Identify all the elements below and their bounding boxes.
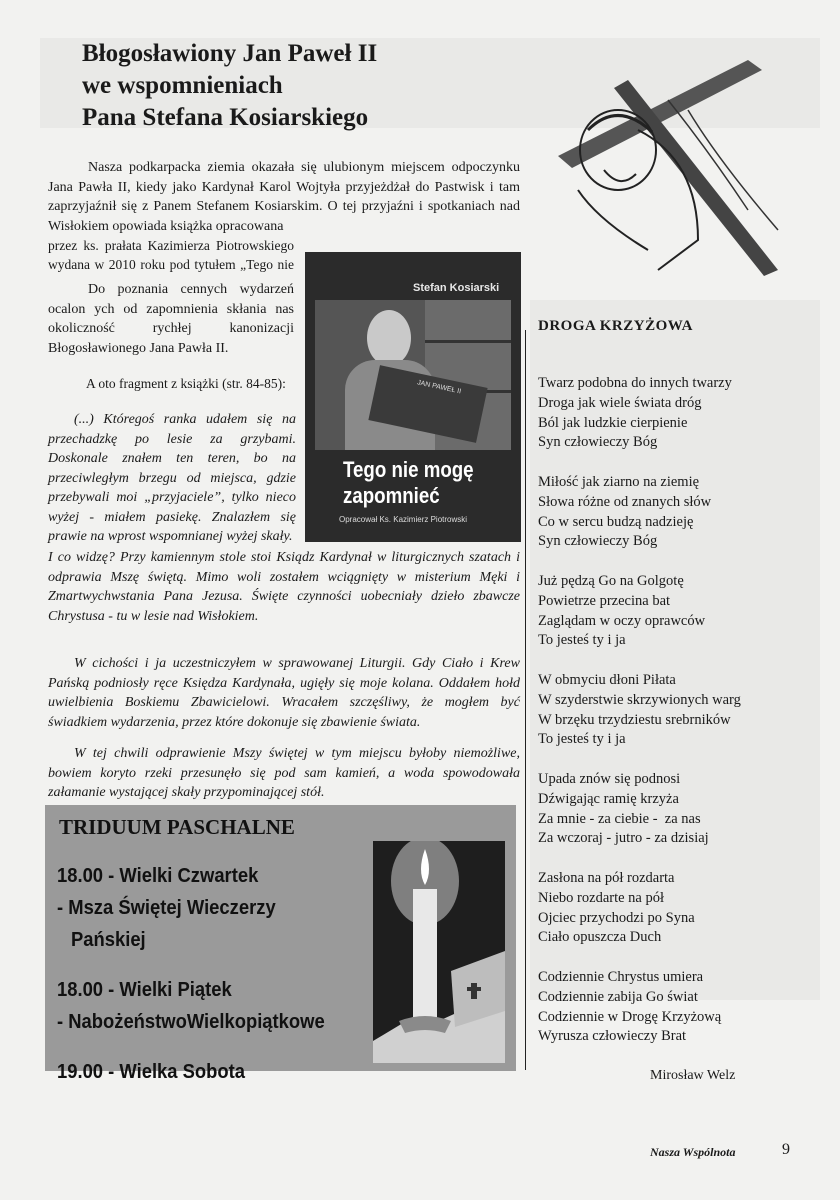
quote-paragraph-3: W tej chwili odprawienie Mszy świętej w tym miejscu byłoby niemożliwe, bowiem koryto rzeki przesunęło się pod sam kamień, a woda spowodowała załamanie wystającej skały przypominającej stół.: [48, 746, 520, 800]
triduum-line: Pańskiej: [71, 929, 146, 951]
person-head: [367, 310, 411, 366]
held-book-spine-text: JAN PAWEŁ II: [416, 379, 462, 396]
quote-wide: I co widzę? Przy kamiennym stole stoi Ksiądz Kardynał w liturgicznych szatach i odprawia Mszę świętą. Mimo woli zostałem wciągnięty w misterium Męki i Zmartwychwstania Pana Jezusa. Święte czynności uobecniały dzieło zbawcze Chrystusa - tu w lesie nad Wisłokiem.: [48, 550, 520, 624]
poem-title: DROGA KRZYŻOWA: [538, 318, 693, 334]
shelf-line: [425, 340, 511, 343]
poem-stanza: Codziennie Chrystus umiera Codziennie zabija Go świat Codziennie w Drogę Krzyżową Wyrusza człowieczy Brat: [538, 968, 722, 1045]
book-cover-photo: [315, 300, 511, 450]
poem-stanza: Zasłona na pół rozdarta Niebo rozdarte na pół Ojciec przychodzi po Syna Ciało opuszcza Duch: [538, 869, 695, 946]
column-divider: [525, 330, 526, 1070]
title-line-2: we wspomnieniach: [82, 72, 283, 99]
poem-stanza: Twarz podobna do innych twarzy Droga jak wiele świata dróg Ból jak ludzkie cierpienie Syn człowieczy Bóg: [538, 375, 732, 451]
poem-body: [538, 374, 798, 1067]
triduum-box: [45, 805, 516, 1083]
book-author: Stefan Kosiarski: [413, 282, 500, 294]
poem-stanza: Miłość jak ziarno na ziemię Słowa różne od znanych słów Co w sercu budzą nadzieję Syn człowieczy Bóg: [538, 473, 712, 550]
intro-paragraph-continued: przez ks. prałata Kazimierza Piotrowskiego wydana w 2010 roku pod tytułem „Tego nie: [48, 238, 294, 272]
publication-name: Nasza Wspólnota: [650, 1145, 736, 1159]
poem-author: Mirosław Welz: [650, 1068, 736, 1083]
paschal-candle-icon: [373, 841, 505, 1063]
book-cover-image: [305, 252, 521, 542]
poem-stanza: W obmyciu dłoni Piłata W szyderstwie skrzywionych warg W brzęku trzydziestu srebrników To jesteś ty i ja: [538, 671, 741, 748]
intro-paragraph: Nasza podkarpacka ziemia okazała się ulubionym miejscem odpoczynku Jana Pawła II, kiedy jako Kardynał Karol Wojtyła przyjeżdżał do Pastwisk i tam zaprzyjaźnił się z Panem Stefanem Kosiarskim. O tej przyjaźni i spotkaniach nad Wisłokiem opowiada książka opracowana: [48, 160, 520, 234]
paschal-candle-image: [373, 841, 505, 1063]
poem-stanza: Już pędzą Go na Golgotę Powietrze przecina bat Zaglądam w oczy oprawców To jesteś ty i ja: [538, 572, 706, 649]
christ-carrying-cross-illustration: [548, 40, 808, 276]
second-paragraph: Do poznania cennych wydarzeń ocalon ych od zapomnienia skłania nas okoliczność rychłej kanonizacji Błogosławionego Jana Pawła II.: [48, 282, 294, 356]
book-title: Tego nie mogę zapomnieć: [343, 457, 474, 508]
triduum-line: 19.00 - Wielka Sobota: [57, 1061, 245, 1083]
triduum-line: 18.00 - Wielki Czwartek: [57, 865, 259, 887]
triduum-line: - Msza Świętej Wieczerzy: [57, 897, 276, 919]
page-number: 9: [782, 1141, 790, 1158]
book-subtitle: Opracował Ks. Kazimierz Piotrowski: [339, 515, 468, 524]
quote-paragraph-2: W cichości i ja uczestniczyłem w sprawowanej Liturgii. Gdy Ciało i Krew Pańską podniosły ręce Księdza Kardynała, ugięły się moje kolana. Oddałem hołd uwielbienia Boskiemu Zbawicielowi. Wracałem szczęśliwy, że mogłem być świadkiem wydarzenia, przez które dokonuje się zbawienie świata.: [48, 656, 520, 730]
triduum-line: 18.00 - Wielki Piątek: [57, 979, 232, 1001]
triduum-heading: TRIDUUM PASCHALNE: [59, 815, 295, 839]
triduum-line: - NabożeństwoWielkopiątkowe: [57, 1011, 325, 1033]
title-line-1: Błogosławiony Jan Paweł II: [82, 40, 378, 67]
christ-cross-icon: [548, 40, 808, 276]
title-line-3: Pana Stefana Kosiarskiego: [82, 104, 369, 131]
article-title: [82, 38, 522, 134]
fragment-intro: A oto fragment z książki (str. 84-85):: [86, 376, 286, 391]
poem-stanza: Upada znów się podnosi Dźwigając ramię krzyża Za mnie - za ciebie - za nas Za wczoraj - jutro - za dzisiaj: [538, 770, 709, 847]
quote-narrow: (...) Któregoś ranka udałem się na przechadzkę po lesie za grzybami. Doskonale znałem ten teren, bo na przeciwległym brzegu od miejsca, gdzie przebywali moi „przyjaciele”, tylko nieco wyżej - miałem pasiekę. Znalazłem się prawie na wprost wspomnianej wyżej skały.: [48, 412, 296, 544]
